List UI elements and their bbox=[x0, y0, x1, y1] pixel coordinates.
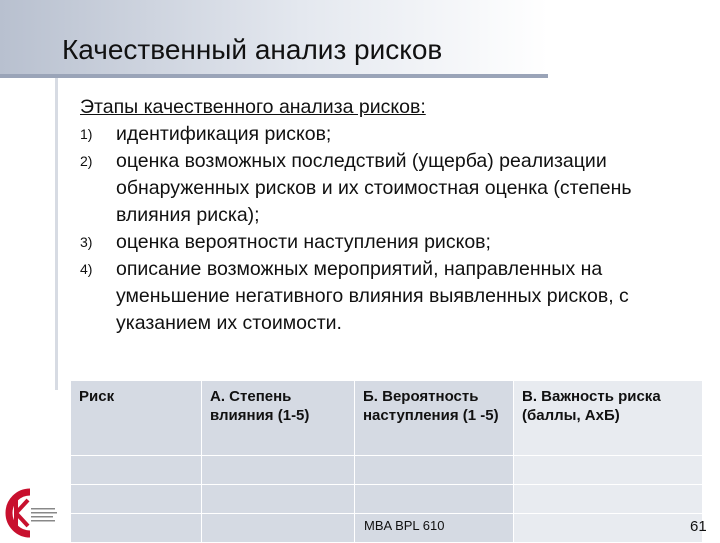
list-item bbox=[80, 148, 710, 229]
list-number: 4) bbox=[80, 261, 93, 277]
list-number: 1) bbox=[80, 126, 93, 142]
slide-content bbox=[80, 94, 710, 337]
title-underline-left bbox=[0, 74, 28, 78]
university-logo-icon bbox=[4, 488, 62, 538]
list-item-text: оценка возможных последствий (ущерба) реализации обнаруженных рисков и их стоимостная оценка (степень влияния риска); bbox=[116, 150, 632, 226]
header-cell-impact: А. Степень влияния (1-5) bbox=[202, 381, 355, 456]
footer-text: MBA BPL 610 bbox=[364, 518, 445, 533]
intro-text: Этапы качественного анализа рисков: bbox=[80, 96, 426, 118]
list-item-text: идентификация рисков; bbox=[116, 123, 332, 145]
page-number: 61 bbox=[690, 518, 707, 535]
table-cell bbox=[355, 456, 514, 485]
table-cell bbox=[514, 514, 703, 543]
list-item bbox=[80, 256, 710, 337]
table-cell bbox=[355, 485, 514, 514]
left-divider bbox=[55, 78, 58, 390]
header-cell-probability: Б. Вероятность наступления (1 -5) bbox=[355, 381, 514, 456]
table-cell bbox=[514, 456, 703, 485]
list-item bbox=[80, 121, 710, 148]
table-row bbox=[71, 456, 703, 485]
list-number: 2) bbox=[80, 153, 93, 169]
list-number: 3) bbox=[80, 234, 93, 250]
table-cell bbox=[514, 485, 703, 514]
header-cell-risk: Риск bbox=[71, 381, 202, 456]
table-cell bbox=[202, 514, 355, 543]
list-item bbox=[80, 229, 710, 256]
table-cell bbox=[202, 485, 355, 514]
list-item-text: оценка вероятности наступления рисков; bbox=[116, 231, 491, 253]
header-cell-importance: В. Важность риска (баллы, АхБ) bbox=[514, 381, 703, 456]
table-cell bbox=[202, 456, 355, 485]
table-cell bbox=[71, 456, 202, 485]
list-item-text: описание возможных мероприятий, направленных на уменьшение негативного влияния выявленных рисков, с указанием их стоимости. bbox=[116, 258, 629, 334]
slide-title: Качественный анализ рисков bbox=[62, 34, 443, 65]
table-cell bbox=[71, 485, 202, 514]
title-underline bbox=[28, 74, 548, 78]
table-row bbox=[71, 485, 703, 514]
table-cell bbox=[71, 514, 202, 543]
table-header-row bbox=[71, 381, 703, 456]
title-bar bbox=[0, 0, 720, 78]
